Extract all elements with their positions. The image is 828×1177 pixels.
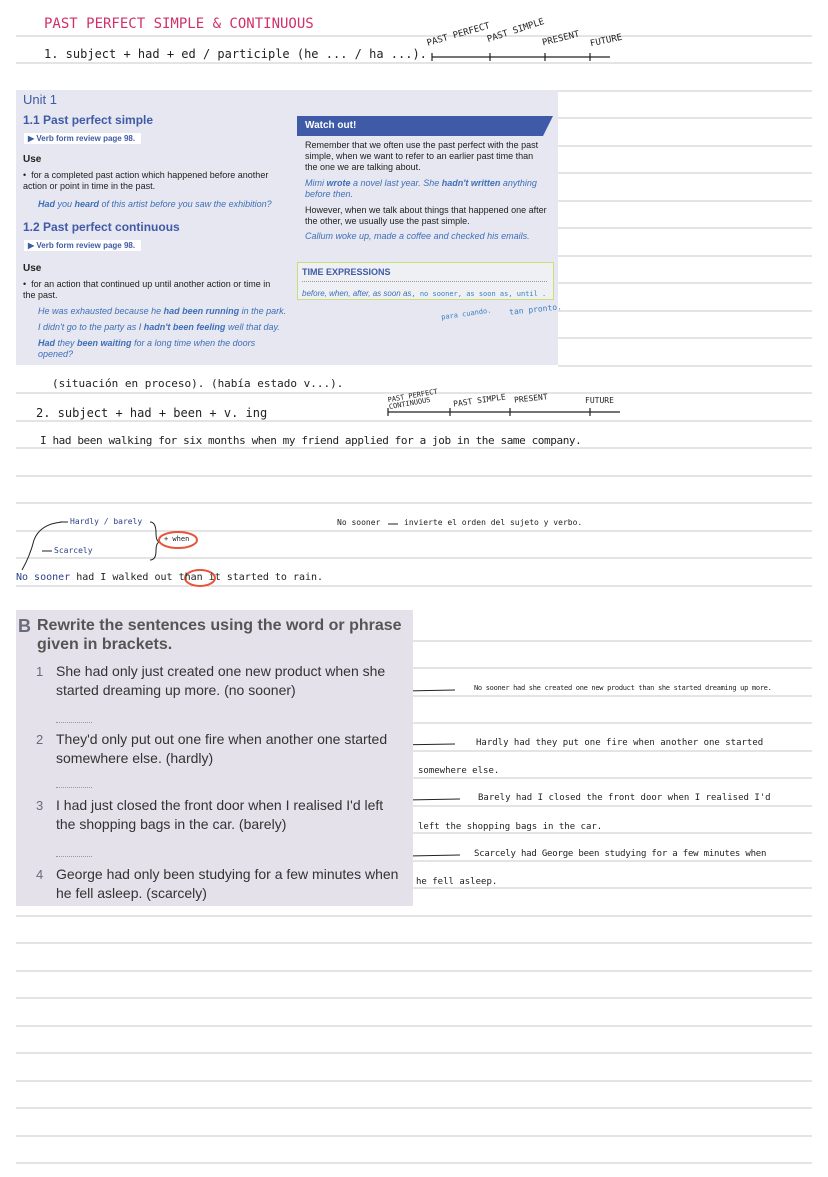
verb-form-link-2[interactable]: ▶ Verb form review page 98. (24, 240, 141, 251)
note-tan-pronto: tan pronto. (508, 302, 563, 317)
timeline2-future: FUTURE (585, 396, 614, 405)
ex-text: a novel last year. She (350, 178, 442, 188)
rule-2-formula: 2. subject + had + been + v. ing (36, 406, 268, 420)
watch-out-p2: However, when we talk about things that happened one after the other, we usually use the past simple. (305, 205, 547, 226)
rule-1-formula: 1. subject + had + ed / participle (he ... / ha ...). (44, 47, 427, 61)
when-note: + when (164, 535, 190, 543)
watch-out-title: Watch out! (305, 120, 357, 131)
section-1-2-heading: 1.2 Past perfect continuous (23, 220, 180, 234)
use-bullet-2 (23, 279, 283, 301)
ex-text: well that day. (225, 322, 280, 332)
ex-text: I didn't go to the party as I (38, 322, 144, 332)
time-expr-printed: before, when, after, as soon as (302, 289, 412, 298)
bullet-dot: • (23, 170, 32, 180)
answer-3-cont: left the shopping bags in the car. (418, 822, 603, 832)
ex-bold: been waiting (77, 338, 132, 348)
ex-bold: wrote (326, 178, 351, 188)
example-1-2b (38, 322, 308, 333)
section-1-1-heading: 1.1 Past perfect simple (23, 113, 154, 127)
timeline2-past-simple: PAST SIMPLE (452, 392, 507, 409)
ex-bold: Had (38, 199, 56, 209)
answer-2-cont: somewhere else. (418, 766, 500, 776)
timeline1-past-perfect: PAST PERFECT (425, 21, 492, 49)
time-expr-handwritten: , no sooner, as soon as, until . (411, 290, 547, 298)
item-number: 1 (36, 664, 44, 679)
watch-out-ex2: Callum woke up, made a coffee and checked his emails. (305, 231, 530, 241)
situacion-note: (situación en proceso). (había estado v...). (52, 377, 344, 390)
exercise-letter: B (18, 616, 31, 636)
use-bullet-1 (23, 170, 283, 192)
answer-2: Hardly had they put one fire when another one started (476, 738, 764, 748)
invierte-note: invierte el orden del sujeto y verbo. (404, 518, 583, 527)
time-expressions-line (302, 289, 546, 298)
ex-bold: had been running (163, 306, 240, 316)
ex-bold: heard (74, 199, 100, 209)
unit-1-box (16, 90, 563, 365)
ex-text: of this artist before you saw the exhibition? (99, 199, 272, 209)
answer-4-cont: he fell asleep. (416, 877, 498, 887)
item-sentence: I had just closed the front door when I realised I'd left the shopping bags in the car. (barely) (56, 797, 384, 832)
ex-text: for a long time when the doors opened? (38, 338, 256, 359)
ex-text: anything before then. (305, 178, 537, 199)
watch-out-ex1 (305, 178, 545, 200)
watch-out-header (297, 116, 553, 136)
ex-text: in the park. (239, 306, 287, 316)
use-label-2: Use (23, 263, 42, 274)
example-sentence-3 (16, 572, 323, 583)
example-1-1 (38, 199, 303, 210)
timeline1-past-simple: PAST SIMPLE (485, 17, 546, 45)
ex3-no-sooner: No sooner (16, 572, 71, 583)
answer-3: Barely had I closed the front door when I realised I'd (478, 793, 771, 803)
unit-title: Unit 1 (23, 92, 57, 107)
answer-dots (56, 722, 92, 723)
page-title: PAST PERFECT SIMPLE & CONTINUOUS (44, 16, 314, 32)
ex3-text: had I walked out (70, 572, 179, 583)
hardly-barely-note: Hardly / barely (70, 517, 143, 526)
answer-4: Scarcely had George been studying for a few minutes when (474, 849, 767, 859)
ex-text: Mimi (305, 178, 327, 188)
verb-form-link-1[interactable]: ▶ Verb form review page 98. (24, 133, 141, 144)
watch-out-box (297, 116, 553, 257)
time-expressions-box (297, 262, 554, 300)
time-expressions-title: TIME EXPRESSIONS (302, 267, 391, 277)
answer-1: No sooner had she created one new product than she started dreaming up more. (474, 684, 772, 692)
answer-dots (56, 787, 92, 788)
example-sentence-2: I had been walking for six months when my friend applied for a job in the same company. (40, 434, 582, 447)
item-sentence: She had only just created one new product when she started dreaming up more. (no sooner) (56, 663, 386, 698)
use-text-1: for a completed past action which happened before another action or point in time in the past. (23, 170, 269, 191)
bullet-dot: • (23, 279, 32, 289)
timeline2-past-perfect-continuous: PAST PERFECT CONTINUOUS (387, 387, 439, 412)
ex-text: they (55, 338, 78, 348)
example-1-2c (38, 338, 283, 360)
timeline1-present: PRESENT (541, 29, 581, 49)
note-para-cuando: para cuando. (440, 306, 492, 322)
item-number: 3 (36, 798, 44, 813)
ex-text: you (55, 199, 75, 209)
ex-text: He was exhausted because he (38, 306, 164, 316)
watch-out-p1: Remember that we often use the past perfect with the past simple, when we want to refer to an earlier past time than the one we are talking about. (305, 140, 539, 172)
no-sooner-note: No sooner (337, 518, 381, 527)
ex-bold: hadn't written (441, 178, 501, 188)
time-expr-dotted (302, 281, 547, 282)
item-number: 4 (36, 867, 44, 882)
item-sentence: George had only been studying for a few minutes when he fell asleep. (scarcely) (56, 866, 399, 901)
use-label-1: Use (23, 154, 42, 165)
exercise-instruction: Rewrite the sentences using the word or phrase given in brackets. (37, 617, 402, 653)
ex3-text-end: it started to rain. (202, 572, 324, 583)
use-text-2: for an action that continued up until another action or time in the past. (23, 279, 271, 300)
exercise-b-box (16, 610, 413, 906)
example-1-2a (38, 306, 308, 317)
answer-dots (56, 856, 92, 857)
ex-bold: hadn't been feeling (143, 322, 226, 332)
scarcely-note: Scarcely (54, 546, 93, 555)
timeline2-present: PRESENT (513, 392, 549, 405)
timeline1-future: FUTURE (589, 32, 624, 50)
ex-bold: Had (38, 338, 56, 348)
item-sentence: They'd only put out one fire when another one started somewhere else. (hardly) (56, 731, 388, 766)
ex3-than: than (178, 572, 203, 583)
item-number: 2 (36, 732, 44, 747)
